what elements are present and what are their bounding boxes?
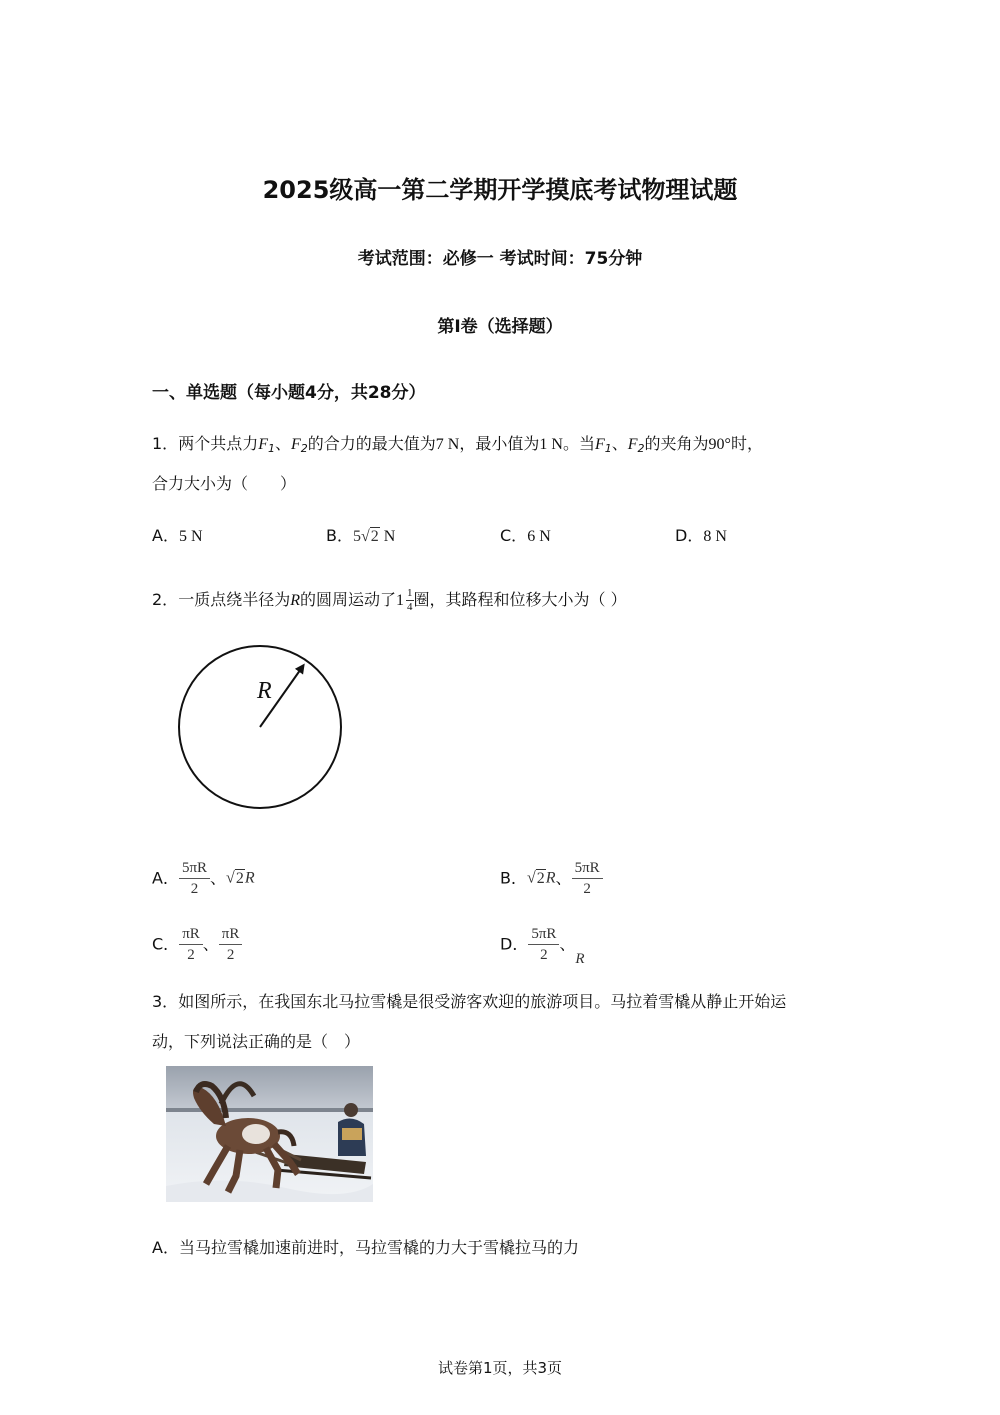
circle-radius-figure [170, 640, 350, 820]
sqrt-expression: √2R [226, 869, 255, 887]
volume-heading: 第Ⅰ卷（选择题） [437, 317, 563, 337]
fraction: $\frac{\pi R}{2}$ [179, 924, 203, 965]
fraction: $\frac{\pi R}{2}$ [219, 924, 243, 965]
question-3-line-2: 动，下列说法正确的是（ ） [152, 1032, 361, 1051]
exam-title: 2025级高一第二学期开学摸底考试物理试题 [262, 176, 738, 204]
fraction: $\frac{5\pi R}{2}$ [572, 858, 603, 899]
question-number: 1． [152, 434, 179, 453]
exam-scope-time: 考试范围：必修一 考试时间：75分钟 [357, 249, 643, 269]
q3-option-a: A．当马拉雪橇加速前进时，马拉雪橇的力大于雪橇拉马的力 [152, 1238, 579, 1257]
q1-option-b: B．5√2 N [326, 526, 396, 545]
question-number: 3． [152, 992, 179, 1011]
fraction-one-quarter: $\frac{1}{4}$ [407, 587, 413, 613]
q1-option-d: D．8 N [675, 526, 727, 545]
fraction: $\frac{5\pi R}{2}$ [179, 858, 210, 899]
sqrt-expression: 5√2 [352, 528, 379, 545]
sqrt-expression: √2R [526, 869, 556, 887]
question-1-line-2: 合力大小为（ ） [152, 474, 297, 493]
horse-sled-photo [166, 1066, 373, 1202]
question-1-line-1: 1．两个共点力$F_1$、$F_2$的合力的最大值为7 N，最小值为1 N。当$F_1$、$F_2$的夹角为90°时， [152, 434, 763, 455]
section-heading: 一、单选题（每小题4分，共28分） [152, 383, 426, 403]
radius-label: R [257, 678, 272, 704]
question-number: 2． [152, 590, 179, 609]
q2-option-a: A． $\frac{5\pi R}{2}$ 、√2R [152, 860, 255, 897]
fraction: $\frac{5\pi R}{2}$ [528, 924, 559, 965]
q1-option-a: A．5 N [152, 526, 203, 545]
q2-option-d: D． $\frac{5\pi R}{2}$ 、R [500, 926, 585, 967]
q2-option-b: B．√2R、 $\frac{5\pi R}{2}$ [500, 858, 603, 899]
q2-option-c: C． $\frac{\pi R}{2}$ 、 $\frac{\pi R}{2}$ [152, 924, 242, 965]
page-footer: 试卷第1页，共3页 [437, 1359, 563, 1377]
question-2-line: 2．一质点绕半径为R的圆周运动了1 $\frac{1}{4}$圈，其路程和位移大小为（ ） [152, 587, 627, 613]
q1-option-c: C．6 N [500, 526, 551, 545]
question-3-line-1: 3．如图所示，在我国东北马拉雪橇是很受游客欢迎的旅游项目。马拉着雪橇从静止开始运 [152, 992, 787, 1011]
